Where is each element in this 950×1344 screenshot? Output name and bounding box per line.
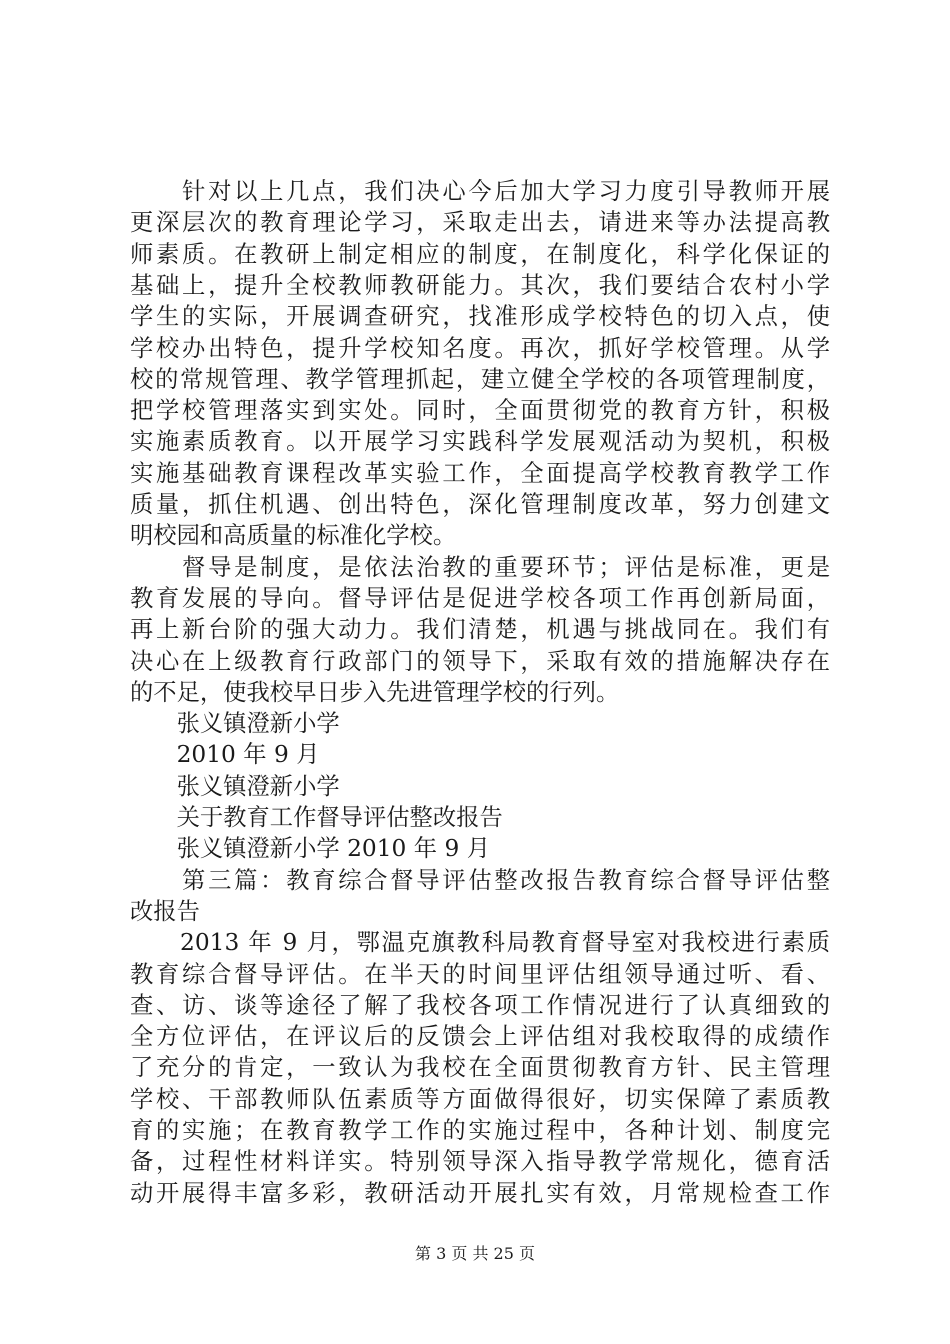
text-line: 针对以上几点，我们决心今后加大学习力度引导教师开展 (130, 178, 830, 205)
text-line: 学校、干部教师队伍素质等方面做得很好，切实保障了素质教 (130, 1085, 830, 1113)
text-line: 决心在上级教育行政部门的领导下，采取有效的措施解决存在 (130, 647, 830, 675)
text-line: 实施素质教育。以开展学习实践科学发展观活动为契机，积极 (130, 428, 830, 456)
text-line: 学生的实际，开展调查研究，找准形成学校特色的切入点，使 (130, 303, 830, 331)
text-line: 学校办出特色，提升学校知名度。再次，抓好学校管理。从学 (130, 334, 830, 362)
text-line: 校的常规管理、教学管理抓起，建立健全学校的各项管理制度， (130, 365, 830, 393)
text-line: 备，过程性材料详实。特别领导深入指导教学常规化，德育活 (130, 1148, 830, 1176)
text-line: 张义镇澄新小学 (130, 772, 340, 800)
text-line: 的不足，使我校早日步入先进管理学校的行列。 (130, 678, 620, 706)
text-line: 明校园和高质量的标准化学校。 (130, 522, 457, 550)
text-line: 师素质。在教研上制定相应的制度，在制度化，科学化保证的 (130, 240, 830, 268)
text-line: 教育综合督导评估。在半天的时间里评估组领导通过听、看、 (130, 960, 830, 988)
text-line: 第三篇：教育综合督导评估整改报告教育综合督导评估整 (130, 866, 830, 894)
text-line: 把学校管理落实到实处。同时，全面贯彻党的教育方针，积极 (130, 397, 830, 425)
text-line: 全方位评估，在评议后的反馈会上评估组对我校取得的成绩作 (130, 1023, 830, 1051)
text-line: 动开展得丰富多彩，教研活动开展扎实有效，月常规检查工作 (130, 1179, 830, 1207)
text-line: 张义镇澄新小学 (130, 710, 340, 738)
text-line: 再上新台阶的强大动力。我们清楚，机遇与挑战同在。我们有 (130, 616, 830, 644)
text-line: 张义镇澄新小学 2010 年 9 月 (130, 835, 490, 863)
text-line: 查、访、谈等途径了解了我校各项工作情况进行了认真细致的 (130, 991, 830, 1019)
text-line: 督导是制度，是依法治教的重要环节；评估是标准，更是 (130, 553, 830, 581)
text-line: 关于教育工作督导评估整改报告 (130, 804, 503, 831)
text-line: 2010 年 9 月 (130, 741, 320, 769)
page-footer: 第 3 页 共 25 页 (415, 1244, 535, 1263)
text-line: 育的实施；在教育教学工作的实施过程中，各种计划、制度完 (130, 1117, 830, 1144)
text-line: 改报告 (130, 897, 200, 925)
text-line: 实施基础教育课程改革实验工作，全面提高学校教育教学工作 (130, 459, 830, 487)
text-line: 基础上，提升全校教师教研能力。其次，我们要结合农村小学 (130, 271, 830, 299)
text-line: 质量，抓住机遇、创出特色，深化管理制度改革，努力创建文 (130, 491, 830, 518)
text-line: 了充分的肯定，一致认为我校在全面贯彻教育方针、民主管理 (130, 1054, 830, 1082)
text-line: 2013 年 9 月，鄂温克旗教科局教育督导室对我校进行素质 (130, 929, 830, 957)
text-line: 更深层次的教育理论学习，采取走出去，请进来等办法提高教 (130, 209, 830, 237)
text-line: 教育发展的导向。督导评估是促进学校各项工作再创新局面， (130, 584, 830, 612)
